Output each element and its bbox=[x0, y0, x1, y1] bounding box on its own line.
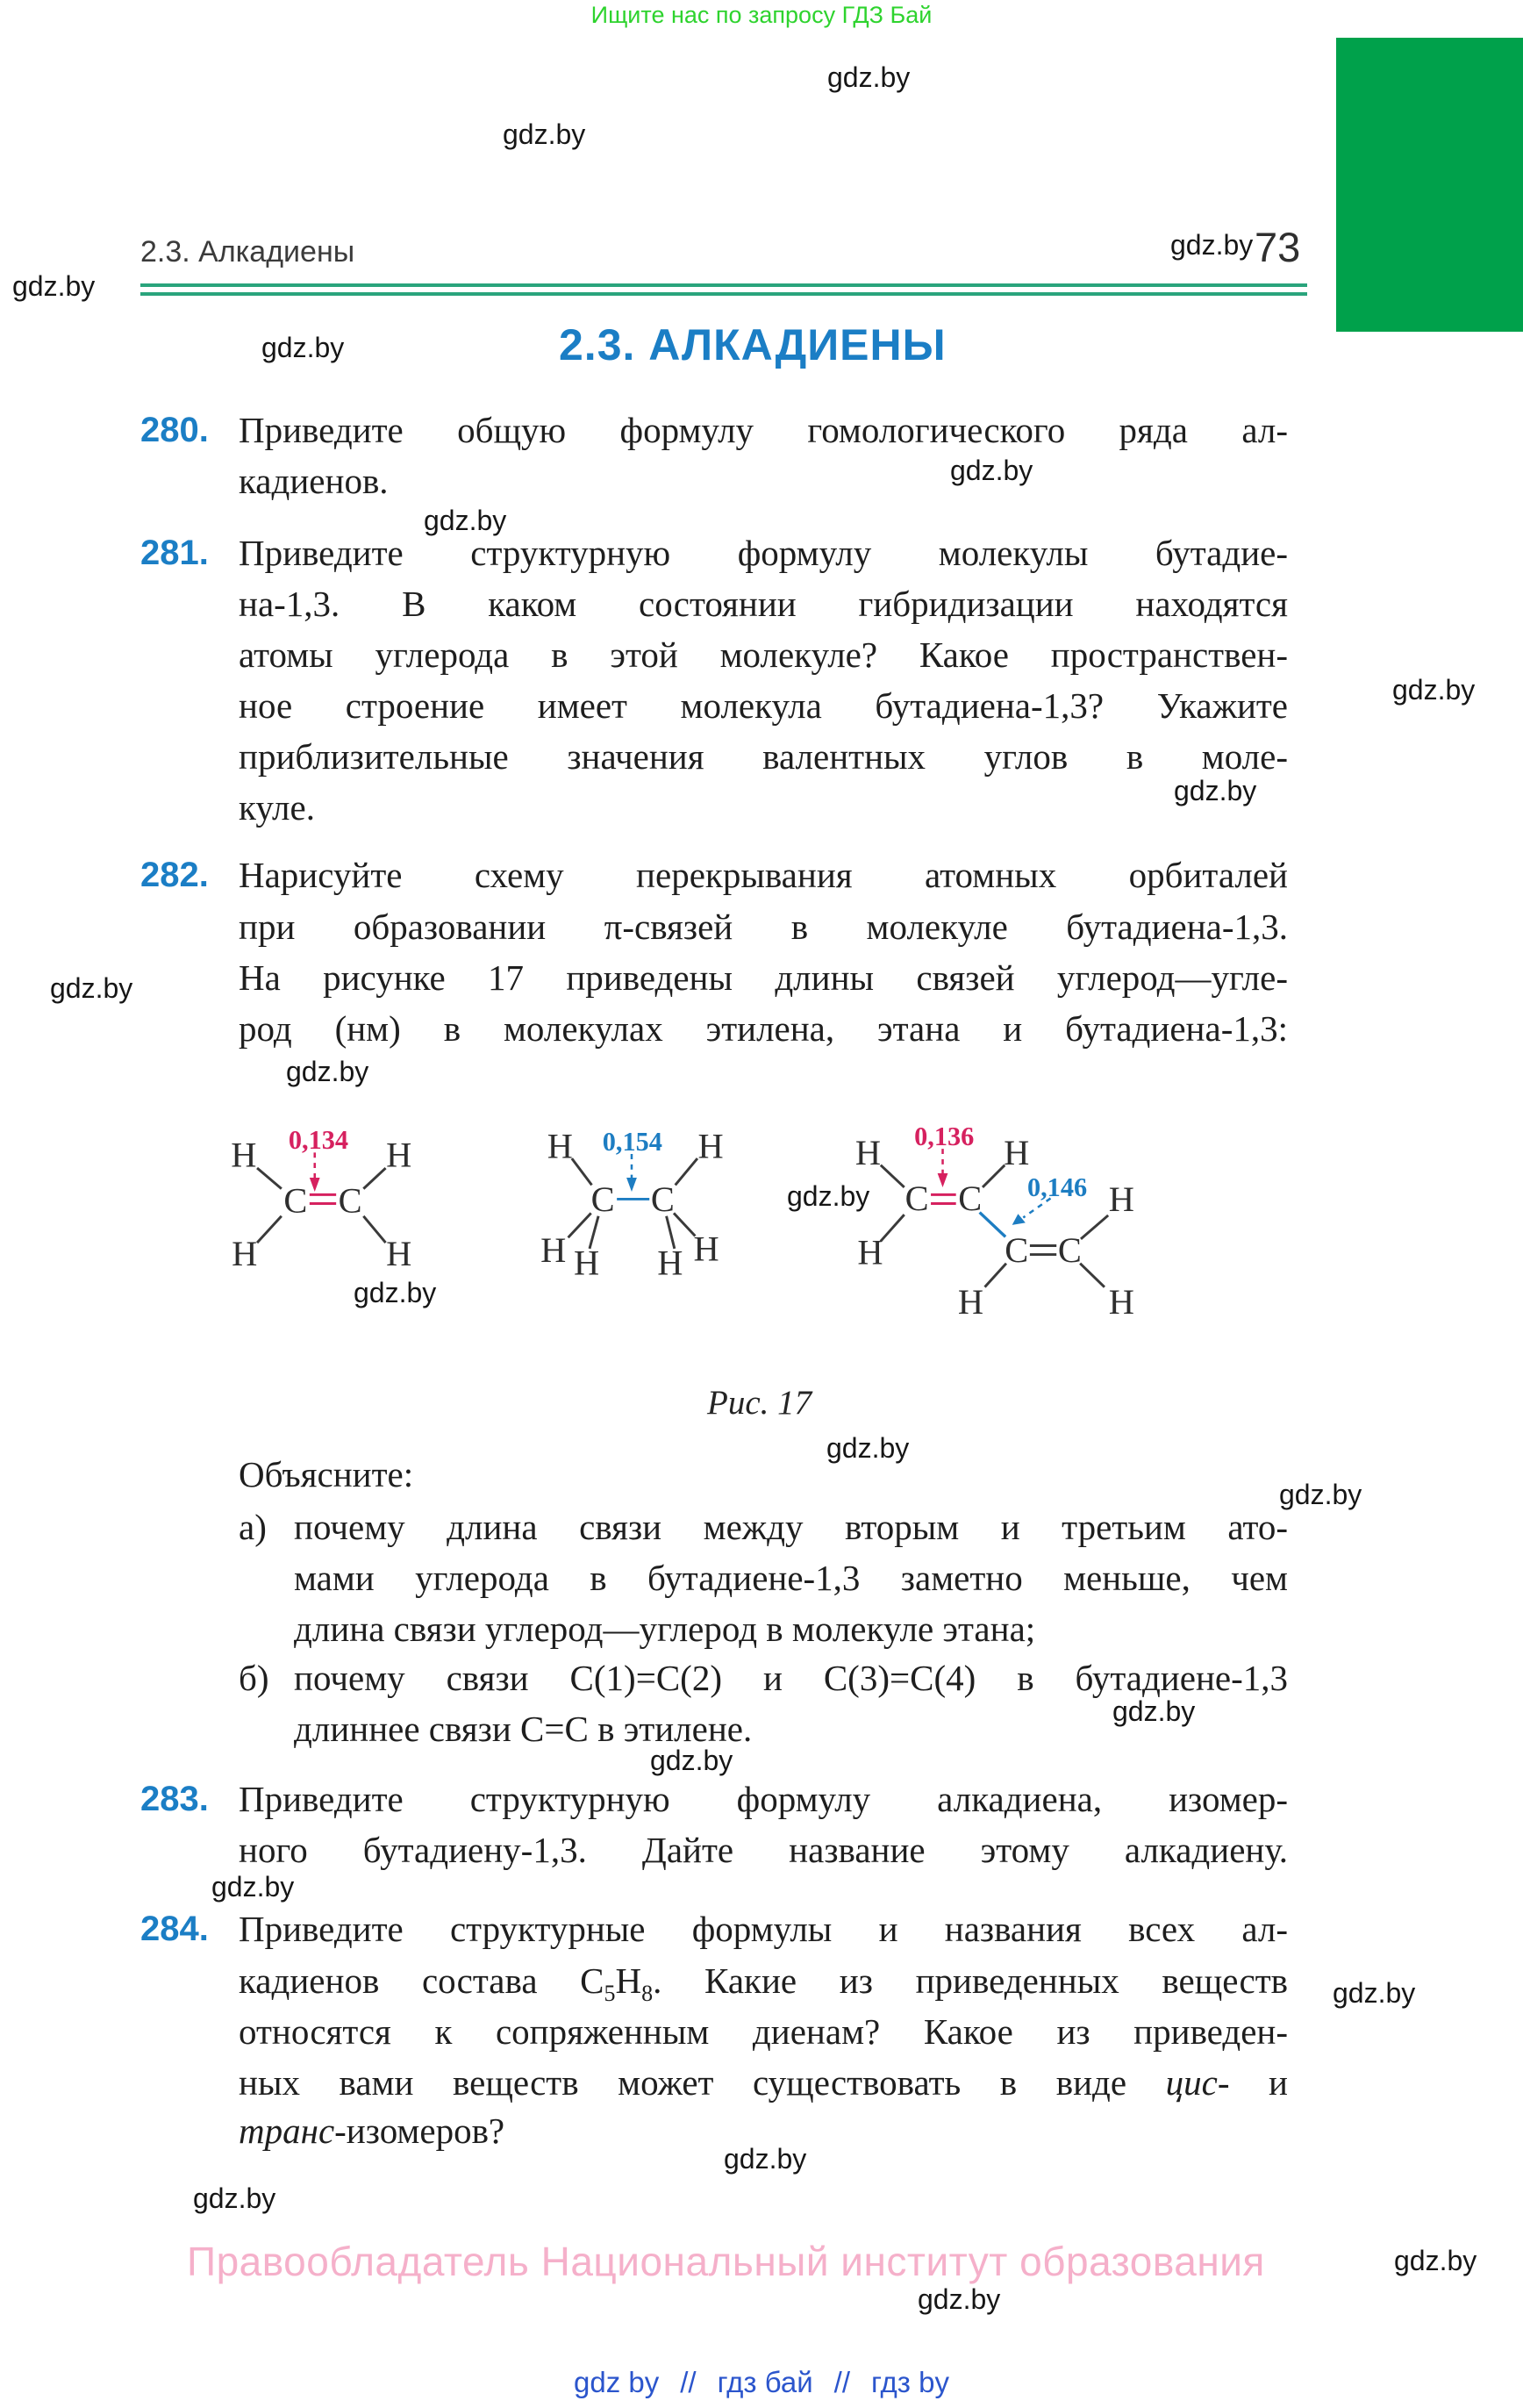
watermark: gdz.by bbox=[1170, 229, 1254, 261]
h-atom: H bbox=[1004, 1132, 1030, 1172]
problem-283-line: ного бутадиену-1,3. Дайте название этому алкадиену. bbox=[239, 1830, 1288, 1870]
item-a-marker: а) bbox=[239, 1507, 267, 1547]
watermark: gdz.by bbox=[950, 455, 1033, 486]
h-atom: H bbox=[854, 1132, 882, 1172]
problem-283-number: 283. bbox=[140, 1780, 209, 1818]
watermark: gdz.by bbox=[261, 332, 345, 363]
h-atom: H bbox=[657, 1243, 683, 1283]
arrow-head bbox=[626, 1178, 637, 1192]
footer-separator: // bbox=[833, 2366, 850, 2398]
line-text: и bbox=[1229, 2062, 1288, 2103]
problem-282-number: 282. bbox=[140, 856, 209, 894]
watermark: gdz.by bbox=[1279, 1479, 1362, 1510]
arrow-head bbox=[310, 1178, 320, 1192]
formula-text: . Какие из приведенных веществ bbox=[653, 1960, 1288, 2001]
watermark: gdz.by bbox=[503, 118, 586, 150]
explain-title: Объясните: bbox=[239, 1454, 414, 1494]
formula-text: H bbox=[615, 1960, 642, 2001]
line-text: ных вами веществ может существовать в виде bbox=[239, 2062, 1166, 2103]
problem-281-line: Приведите структурную формулу молекулы бутадие- bbox=[239, 533, 1288, 573]
watermark: gdz.by bbox=[827, 61, 911, 93]
arrow-head bbox=[1012, 1214, 1026, 1225]
item-b-line: длиннее связи C=C в этилене. bbox=[294, 1709, 753, 1749]
footer-link-gdz-by2[interactable]: гдз by bbox=[871, 2366, 949, 2398]
problem-282-line: при образовании π-связей в молекуле бутадиена-1,3. bbox=[239, 907, 1288, 947]
figure-caption: Рис. 17 bbox=[707, 1384, 812, 1422]
item-a-line: мами углерода в бутадиене-1,3 заметно меньше, чем bbox=[294, 1558, 1288, 1598]
running-head: 2.3. Алкадиены bbox=[140, 235, 355, 269]
header-rule-top bbox=[140, 283, 1307, 287]
watermark: gdz.by bbox=[211, 1871, 295, 1903]
bond-length-label: 0,146 bbox=[1026, 1172, 1088, 1203]
problem-281-line: куле. bbox=[239, 787, 315, 828]
header-rule-bottom bbox=[140, 292, 1307, 296]
problem-283-line: Приведите структурную формулу алкадиена, изомер- bbox=[239, 1779, 1288, 1819]
c-atom: C bbox=[650, 1179, 675, 1219]
item-a-line: длина связи углерод—углерод в молекуле этана; bbox=[294, 1609, 1036, 1649]
watermark: gdz.by bbox=[12, 270, 96, 302]
h-atom: H bbox=[957, 1281, 984, 1322]
problem-284-number: 284. bbox=[140, 1910, 209, 1948]
problem-281-line: атомы углерода в этой молекуле? Какое пространствен- bbox=[239, 634, 1288, 675]
watermark: gdz.by bbox=[286, 1056, 369, 1087]
h-atom: H bbox=[547, 1126, 573, 1166]
watermark: gdz.by bbox=[193, 2182, 276, 2214]
footer-links bbox=[0, 2366, 1523, 2399]
c-atom: C bbox=[905, 1179, 929, 1219]
cis-italic: цис- bbox=[1165, 2062, 1230, 2103]
watermark: gdz.by bbox=[1112, 1695, 1196, 1727]
h-atom: H bbox=[574, 1243, 600, 1283]
h-atom: H bbox=[697, 1126, 724, 1166]
footer-link-gdz-by[interactable]: gdz by bbox=[574, 2366, 660, 2398]
watermark: gdz.by bbox=[1174, 775, 1257, 806]
h-atom: H bbox=[857, 1232, 883, 1272]
h-atom: H bbox=[232, 1234, 258, 1274]
bond-length-label: 0,136 bbox=[914, 1121, 975, 1151]
c-atom: C bbox=[958, 1179, 983, 1219]
watermark: gdz.by bbox=[826, 1432, 910, 1464]
watermark: gdz.by bbox=[1333, 1977, 1416, 2009]
section-title: 2.3. АЛКАДИЕНЫ bbox=[559, 320, 947, 369]
watermark: gdz.by bbox=[354, 1277, 437, 1308]
h-atom: H bbox=[693, 1229, 719, 1269]
bond-length-label: 0,154 bbox=[602, 1126, 662, 1157]
h-atom: H bbox=[231, 1135, 257, 1175]
item-b-marker: б) bbox=[239, 1658, 269, 1698]
watermark: gdz.by bbox=[50, 972, 133, 1004]
c-atom: C bbox=[590, 1179, 615, 1219]
bond-length-label: 0,134 bbox=[288, 1125, 349, 1156]
formula-subscript: 5 bbox=[604, 1981, 616, 2007]
trans-italic: транс bbox=[239, 2111, 335, 2151]
promo-banner: Ищите нас по запросу ГДЗ Бай bbox=[590, 2, 933, 28]
h-atom: H bbox=[386, 1234, 412, 1274]
problem-284-line-formula bbox=[239, 1960, 1288, 2015]
problem-284-line: Приведите структурные формулы и названия всех ал- bbox=[239, 1909, 1288, 1949]
single-bond-blue bbox=[980, 1213, 1005, 1237]
problem-280-number: 280. bbox=[140, 411, 209, 449]
c-atom: C bbox=[1057, 1230, 1082, 1270]
watermark: gdz.by bbox=[1392, 674, 1476, 706]
footer-separator: // bbox=[680, 2366, 697, 2398]
ethylene-molecule bbox=[231, 1125, 411, 1273]
problem-281-line: ное строение имеет молекула бутадиена-1,3? Укажите bbox=[239, 685, 1288, 726]
h-atom: H bbox=[1108, 1281, 1134, 1322]
item-b-line: почему связи C(1)=C(2) и C(3)=C(4) в бутадиене-1,3 bbox=[294, 1658, 1288, 1698]
problem-282-line: Нарисуйте схему перекрывания атомных орбиталей bbox=[239, 855, 1288, 895]
c-atom: C bbox=[1005, 1230, 1029, 1270]
formula-text: кадиенов состава C bbox=[239, 1960, 604, 2001]
watermark: gdz.by bbox=[424, 505, 507, 536]
problem-281-line: приблизительные значения валентных углов в моле- bbox=[239, 736, 1288, 777]
ethane-molecule bbox=[540, 1126, 724, 1282]
formula-subscript: 8 bbox=[641, 1981, 654, 2007]
page-number: 73 bbox=[1255, 224, 1301, 270]
problem-284-line-cis bbox=[239, 2061, 1288, 2103]
c-atom: C bbox=[283, 1180, 308, 1221]
problem-282-line: На рисунке 17 приведены длины связей углерод—угле- bbox=[239, 957, 1288, 998]
problem-282-line: род (нм) в молекулах этилена, этана и бутадиена-1,3: bbox=[239, 1008, 1288, 1049]
watermark: gdz.by bbox=[1394, 2245, 1477, 2276]
watermark: gdz.by bbox=[918, 2283, 1001, 2315]
problem-281-line: на-1,3. В каком состоянии гибридизации находятся bbox=[239, 584, 1288, 624]
problem-280-line: Приведите общую формулу гомологического ряда ал- bbox=[239, 410, 1288, 450]
butadiene-molecule bbox=[855, 1122, 1134, 1322]
item-a-line: почему длина связи между вторым и третьим ато- bbox=[294, 1507, 1288, 1547]
line-text: -изомеров? bbox=[334, 2111, 505, 2151]
copyright-line: Правообладатель Национальный институт образования bbox=[187, 2239, 1265, 2284]
h-atom: H bbox=[1108, 1179, 1134, 1219]
green-corner-block bbox=[1336, 38, 1523, 332]
h-atom: H bbox=[386, 1135, 412, 1175]
watermark: gdz.by bbox=[650, 1745, 733, 1776]
arrow-head bbox=[938, 1173, 948, 1187]
footer-link-gdz-bai[interactable]: гдз бай bbox=[717, 2366, 813, 2398]
problem-281-number: 281. bbox=[140, 534, 209, 572]
watermark: gdz.by bbox=[724, 2143, 807, 2175]
h-atom: H bbox=[540, 1230, 567, 1270]
problem-284-line-trans bbox=[239, 2110, 504, 2152]
watermark: gdz.by bbox=[787, 1180, 870, 1212]
c-atom: C bbox=[338, 1180, 362, 1221]
problem-280-line: кадиенов. bbox=[239, 461, 389, 501]
problem-284-line: относятся к сопряженным диенам? Какое из приведен- bbox=[239, 2011, 1288, 2052]
